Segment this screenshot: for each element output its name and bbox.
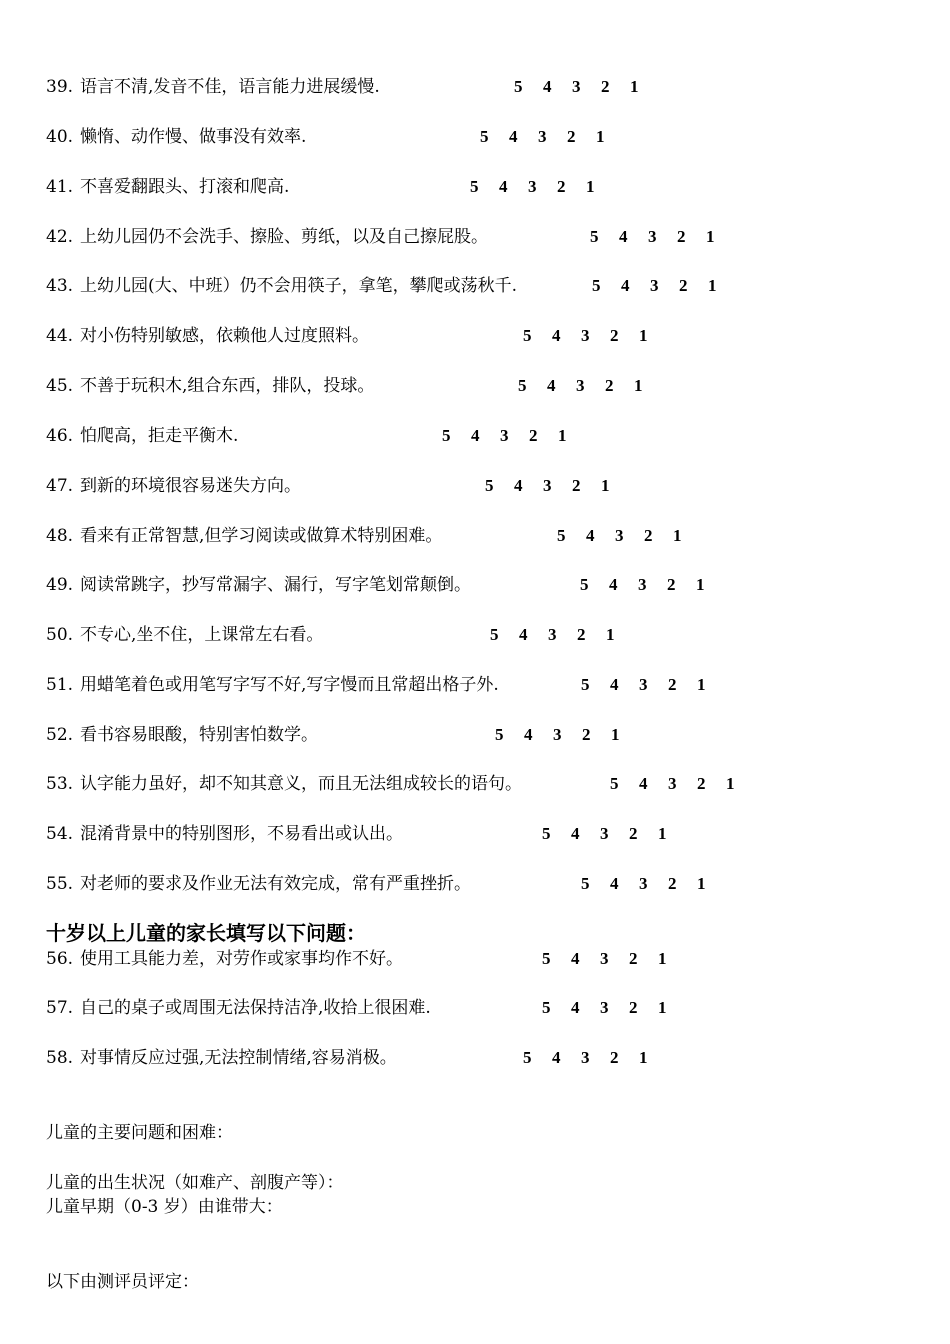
rating-scale: 5 4 3 2 1: [514, 77, 639, 96]
rating-scale: 5 4 3 2 1: [495, 725, 620, 744]
early-caregiver-field: 儿童早期（0-3 岁）由谁带大：: [46, 1197, 283, 1217]
question-item: 53. 认字能力虽好，却不知其意义，而且无法组成较长的语句。: [46, 774, 522, 794]
question-item: 42. 上幼儿园仍不会洗手、擦脸、剪纸，以及自己擦屁股。: [46, 227, 488, 247]
question-item: 40. 懒惰、动作慢、做事没有效率.: [46, 127, 307, 147]
question-item: 50. 不专心,坐不住，上课常左右看。: [46, 625, 324, 645]
rating-scale: 5 4 3 2 1: [592, 276, 717, 295]
question-item: 43. 上幼儿园(大、中班）仍不会用筷子，拿笔，攀爬或荡秋千.: [46, 276, 518, 296]
rating-scale: 5 4 3 2 1: [542, 998, 667, 1017]
birth-status-field: 儿童的出生状况（如难产、剖腹产等）：: [46, 1173, 344, 1193]
question-item: 56. 使用工具能力差，对劳作或家事均作不好。: [46, 949, 403, 969]
rating-scale: 5 4 3 2 1: [518, 376, 643, 395]
question-item: 45. 不善于玩积木,组合东西，排队，投球。: [46, 376, 375, 396]
question-item: 48. 看来有正常智慧,但学习阅读或做算术特别困难。: [46, 526, 443, 546]
rating-scale: 5 4 3 2 1: [610, 774, 735, 793]
section-heading: 十岁以上儿童的家长填写以下问题：: [46, 921, 366, 945]
rating-scale: 5 4 3 2 1: [590, 227, 715, 246]
question-item: 54. 混淆背景中的特别图形，不易看出或认出。: [46, 824, 403, 844]
rating-scale: 5 4 3 2 1: [580, 575, 705, 594]
rating-scale: 5 4 3 2 1: [542, 824, 667, 843]
question-item: 52. 看书容易眼酸，特别害怕数学。: [46, 725, 318, 745]
evaluator-section-label: 以下由测评员评定：: [46, 1272, 199, 1292]
question-item: 47. 到新的环境很容易迷失方向。: [46, 476, 301, 496]
rating-scale: 5 4 3 2 1: [490, 625, 615, 644]
question-item: 55. 对老师的要求及作业无法有效完成，常有严重挫折。: [46, 874, 471, 894]
question-item: 46. 怕爬高，拒走平衡木.: [46, 426, 239, 446]
rating-scale: 5 4 3 2 1: [470, 177, 595, 196]
rating-scale: 5 4 3 2 1: [480, 127, 605, 146]
rating-scale: 5 4 3 2 1: [485, 476, 610, 495]
question-item: 39. 语言不清,发音不佳，语言能力进展缓慢.: [46, 77, 380, 97]
rating-scale: 5 4 3 2 1: [557, 526, 682, 545]
question-item: 44. 对小伤特别敏感，依赖他人过度照料。: [46, 326, 369, 346]
question-item: 41. 不喜爱翻跟头、打滚和爬高.: [46, 177, 290, 197]
rating-scale: 5 4 3 2 1: [523, 326, 648, 345]
rating-scale: 5 4 3 2 1: [581, 675, 706, 694]
rating-scale: 5 4 3 2 1: [523, 1048, 648, 1067]
question-item: 49. 阅读常跳字，抄写常漏字、漏行，写字笔划常颠倒。: [46, 575, 471, 595]
question-item: 51. 用蜡笔着色或用笔写字写不好,写字慢而且常超出格子外.: [46, 675, 499, 695]
question-item: 57. 自己的桌子或周围无法保持洁净,收拾上很困难.: [46, 998, 431, 1018]
rating-scale: 5 4 3 2 1: [542, 949, 667, 968]
rating-scale: 5 4 3 2 1: [442, 426, 567, 445]
question-item: 58. 对事情反应过强,无法控制情绪,容易消极。: [46, 1048, 397, 1068]
rating-scale: 5 4 3 2 1: [581, 874, 706, 893]
main-problems-field: 儿童的主要问题和困难：: [46, 1123, 233, 1143]
